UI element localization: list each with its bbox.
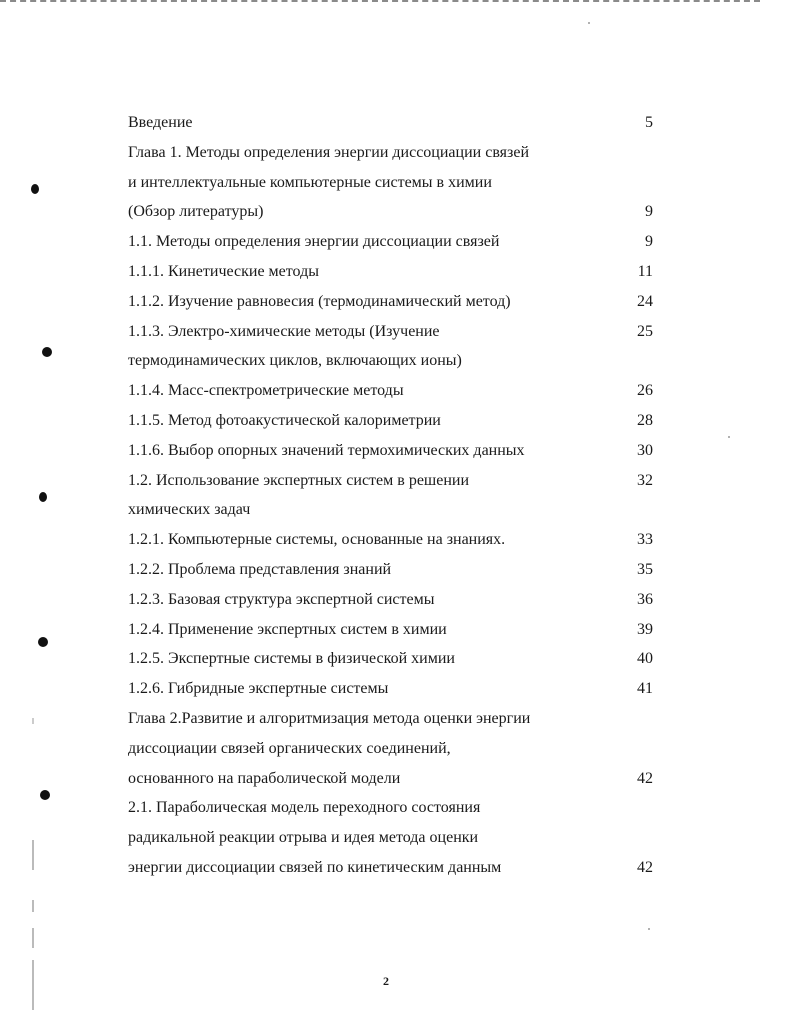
- toc-entry-page: 32: [637, 471, 653, 489]
- toc-entry-page: 24: [637, 292, 653, 310]
- toc-entry-page: 9: [645, 203, 653, 221]
- toc-entry: [128, 674, 653, 704]
- toc-entry: [128, 257, 653, 287]
- toc-entry-title: 1.2.1. Компьютерные системы, основанные на знаниях.: [128, 531, 506, 549]
- toc-entry: [128, 406, 653, 436]
- toc-entry-title: основанного на параболической модели: [128, 769, 401, 787]
- toc-entry: [128, 138, 653, 168]
- toc-entry-page: 5: [645, 114, 653, 131]
- toc-entry: [128, 734, 653, 764]
- toc-entry-page: 26: [637, 382, 653, 400]
- binder-hole: [31, 184, 39, 194]
- binder-hole: [38, 637, 48, 647]
- scan-speck: [728, 436, 730, 438]
- toc-entry-title: и интеллектуальные компьютерные системы в химии: [128, 173, 492, 191]
- toc-entry: [128, 615, 653, 645]
- toc-entry-title: 1.2.5. Экспертные системы в физической химии: [128, 650, 455, 668]
- toc-entry: [128, 227, 653, 257]
- toc-entry-title: термодинамических циклов, включающих ионы): [128, 352, 462, 370]
- toc-entry: [128, 495, 653, 525]
- toc-entry: [128, 346, 653, 376]
- toc-entry-page: 42: [637, 858, 653, 876]
- toc-entry-title: Введение: [128, 114, 193, 131]
- toc-entry-title: диссоциации связей органических соединений,: [128, 739, 451, 757]
- toc-entry-page: 40: [637, 650, 653, 668]
- scan-top-edge: [0, 0, 760, 5]
- toc-entry-title: 1.1.1. Кинетические методы: [128, 262, 319, 280]
- binder-hole: [39, 492, 47, 502]
- scan-speck: [588, 22, 590, 24]
- toc-entry-title: (Обзор литературы): [128, 203, 264, 221]
- toc-entry-title: 1.2.2. Проблема представления знаний: [128, 560, 392, 578]
- toc-entry: [128, 108, 653, 138]
- toc-entry-page: 35: [637, 560, 653, 578]
- page-number: 2: [383, 974, 389, 988]
- toc-entry-page: 42: [637, 769, 653, 787]
- toc-entry-title: 1.2. Использование экспертных систем в решении: [128, 471, 470, 489]
- scan-speck: [648, 928, 650, 930]
- toc-entry-title: 1.1.5. Метод фотоакустической калориметрии: [128, 411, 441, 429]
- toc-entry-title: 1.2.6. Гибридные экспертные системы: [128, 680, 389, 698]
- toc-entry: [128, 764, 653, 794]
- toc-entry: [128, 853, 653, 883]
- binder-hole: [40, 790, 50, 800]
- toc-entry: [128, 525, 653, 555]
- toc-entry: [128, 644, 653, 674]
- toc-entry-page: 30: [637, 441, 653, 459]
- toc-entry: [128, 436, 653, 466]
- toc-entry-title: энергии диссоциации связей по кинетическим данным: [128, 858, 502, 876]
- toc-entry-title: 1.1.2. Изучение равновесия (термодинамический метод): [128, 292, 511, 310]
- toc-entry: [128, 555, 653, 585]
- toc-entry: [128, 317, 653, 347]
- toc-entry-title: химических задач: [128, 501, 251, 519]
- toc-entry-title: Глава 1. Методы определения энергии диссоциации связей: [128, 143, 529, 161]
- toc-entry-title: радикальной реакции отрыва и идея метода оценки: [128, 829, 479, 847]
- toc-entry: [128, 823, 653, 853]
- toc-entry-title: 1.2.3. Базовая структура экспертной системы: [128, 590, 435, 608]
- toc-entry: [128, 197, 653, 227]
- toc-entry-page: 36: [637, 590, 653, 608]
- toc-entry: [128, 704, 653, 734]
- toc-entry: [128, 585, 653, 615]
- toc-entry-page: 33: [637, 531, 653, 549]
- toc-entry-title: 1.2.4. Применение экспертных систем в химии: [128, 620, 447, 638]
- toc-entry: [128, 376, 653, 406]
- toc-entry-title: 1.1. Методы определения энергии диссоциации связей: [128, 233, 500, 251]
- toc-entry-page: 41: [637, 680, 653, 698]
- toc-entry: [128, 168, 653, 198]
- toc-entry-page: 9: [645, 233, 653, 251]
- toc-entry-page: 39: [637, 620, 653, 638]
- toc-entry: [128, 466, 653, 496]
- toc-entry-page: 28: [637, 411, 653, 429]
- toc-entry-page: 25: [637, 322, 653, 340]
- toc-entry-title: Глава 2.Развитие и алгоритмизация метода оценки энергии: [128, 709, 531, 727]
- binder-hole: [42, 347, 52, 357]
- toc-entry-title: 2.1. Параболическая модель переходного состояния: [128, 799, 481, 817]
- table-of-contents: [128, 108, 653, 883]
- toc-entry-title: 1.1.6. Выбор опорных значений термохимических данных: [128, 441, 525, 459]
- toc-entry: [128, 287, 653, 317]
- toc-entry-page: 11: [637, 262, 653, 280]
- toc-entry-title: 1.1.3. Электро-химические методы (Изучение: [128, 322, 440, 340]
- toc-entry-title: 1.1.4. Масс-спектрометрические методы: [128, 382, 404, 400]
- toc-entry: [128, 793, 653, 823]
- binder-holes: [0, 0, 60, 1023]
